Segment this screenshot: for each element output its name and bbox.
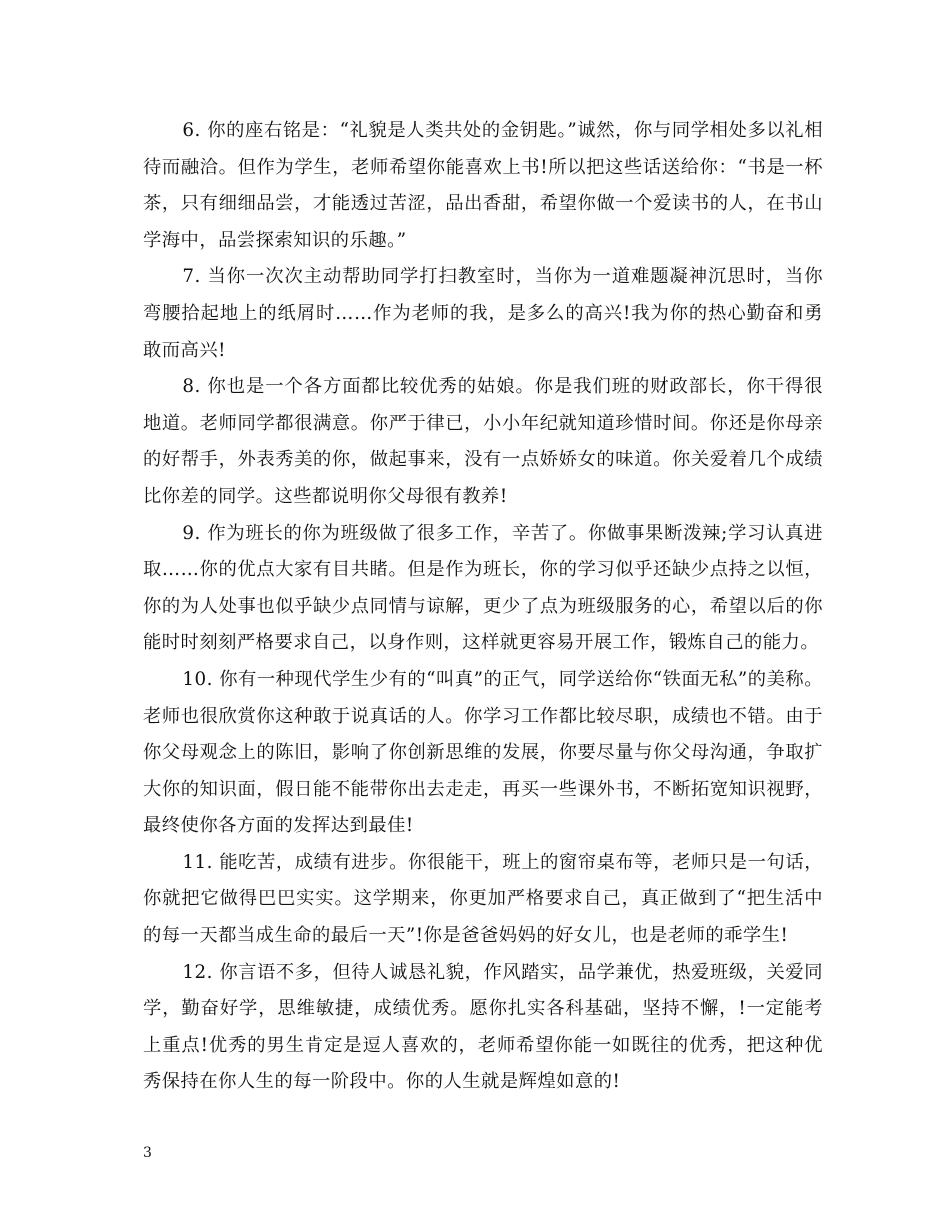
page-number: 3 xyxy=(143,1145,152,1161)
comment-paragraph-8: 8. 你也是一个各方面都比较优秀的姑娘。你是我们班的财政部长，你干得很地道。老师同学都很满意。你严于律已，小小年纪就知道珍惜时间。你还是你母亲的好帮手，外表秀美的你，做起事来，没有一点娇娇女的味道。你关爱着几个成绩比你差的同学。这些都说明你父母很有教养! xyxy=(143,376,823,507)
comment-paragraph-10: 10. 你有一种现代学生少有的“叫真”的正气，同学送给你“铁面无私”的美称。老师也很欣赏你这种敢于说真话的人。你学习工作都比较尽职，成绩也不错。由于你父母观念上的陈旧，影响了你创新思维的发展，你要尽量与你父母沟通，争取扩大你的知识面，假日能不能带你出去走走，再买一些课外书，不断拓宽知识视野，最终使你各方面的发挥达到最佳! xyxy=(143,668,823,837)
comment-paragraph-11: 11. 能吃苦，成绩有进步。你很能干，班上的窗帘桌布等，老师只是一句话，你就把它做得巴巴实实。这学期来，你更加严格要求自己，真正做到了“把生活中的每一天都当成生命的最后一天”!你是爸爸妈妈的好女儿，也是老师的乖学生! xyxy=(143,851,823,947)
comment-paragraph-12: 12. 你言语不多，但待人诚恳礼貌，作风踏实，品学兼优，热爱班级，关爱同学，勤奋好学，思维敏捷，成绩优秀。愿你扎实各科基础，坚持不懈，!一定能考上重点!优秀的男生肯定是逗人喜欢的，老师希望你能一如既往的优秀，把这种优秀保持在你人生的每一阶段中。你的人生就是辉煌如意的! xyxy=(143,961,823,1093)
document-body xyxy=(143,113,823,1101)
comment-paragraph-6: 6. 你的座右铭是：“礼貌是人类共处的金钥匙。”诚然，你与同学相处多以礼相待而融洽。但作为学生，老师希望你能喜欢上书!所以把这些话送给你：“书是一杯茶，只有细细品尝，才能透过苦涩，品出香甜，希望你做一个爱读书的人，在书山学海中，品尝探索知识的乐趣。” xyxy=(143,120,823,251)
comment-paragraph-9: 9. 作为班长的你为班级做了很多工作，辛苦了。你做事果断泼辣;学习认真进取……你的优点大家有目共睹。但是作为班长，你的学习似乎还缺少点持之以恒，你的为人处事也似乎缺少点同情与谅解，更少了点为班级服务的心，希望以后的你能时时刻刻严格要求自己，以身作则，这样就更容易开展工作，锻炼自己的能力。 xyxy=(143,522,823,654)
comment-paragraph-7: 7. 当你一次次主动帮助同学打扫教室时，当你为一道难题凝神沉思时，当你弯腰拾起地上的纸屑时……作为老师的我，是多么的高兴!我为你的热心勤奋和勇敢而高兴! xyxy=(143,266,823,361)
